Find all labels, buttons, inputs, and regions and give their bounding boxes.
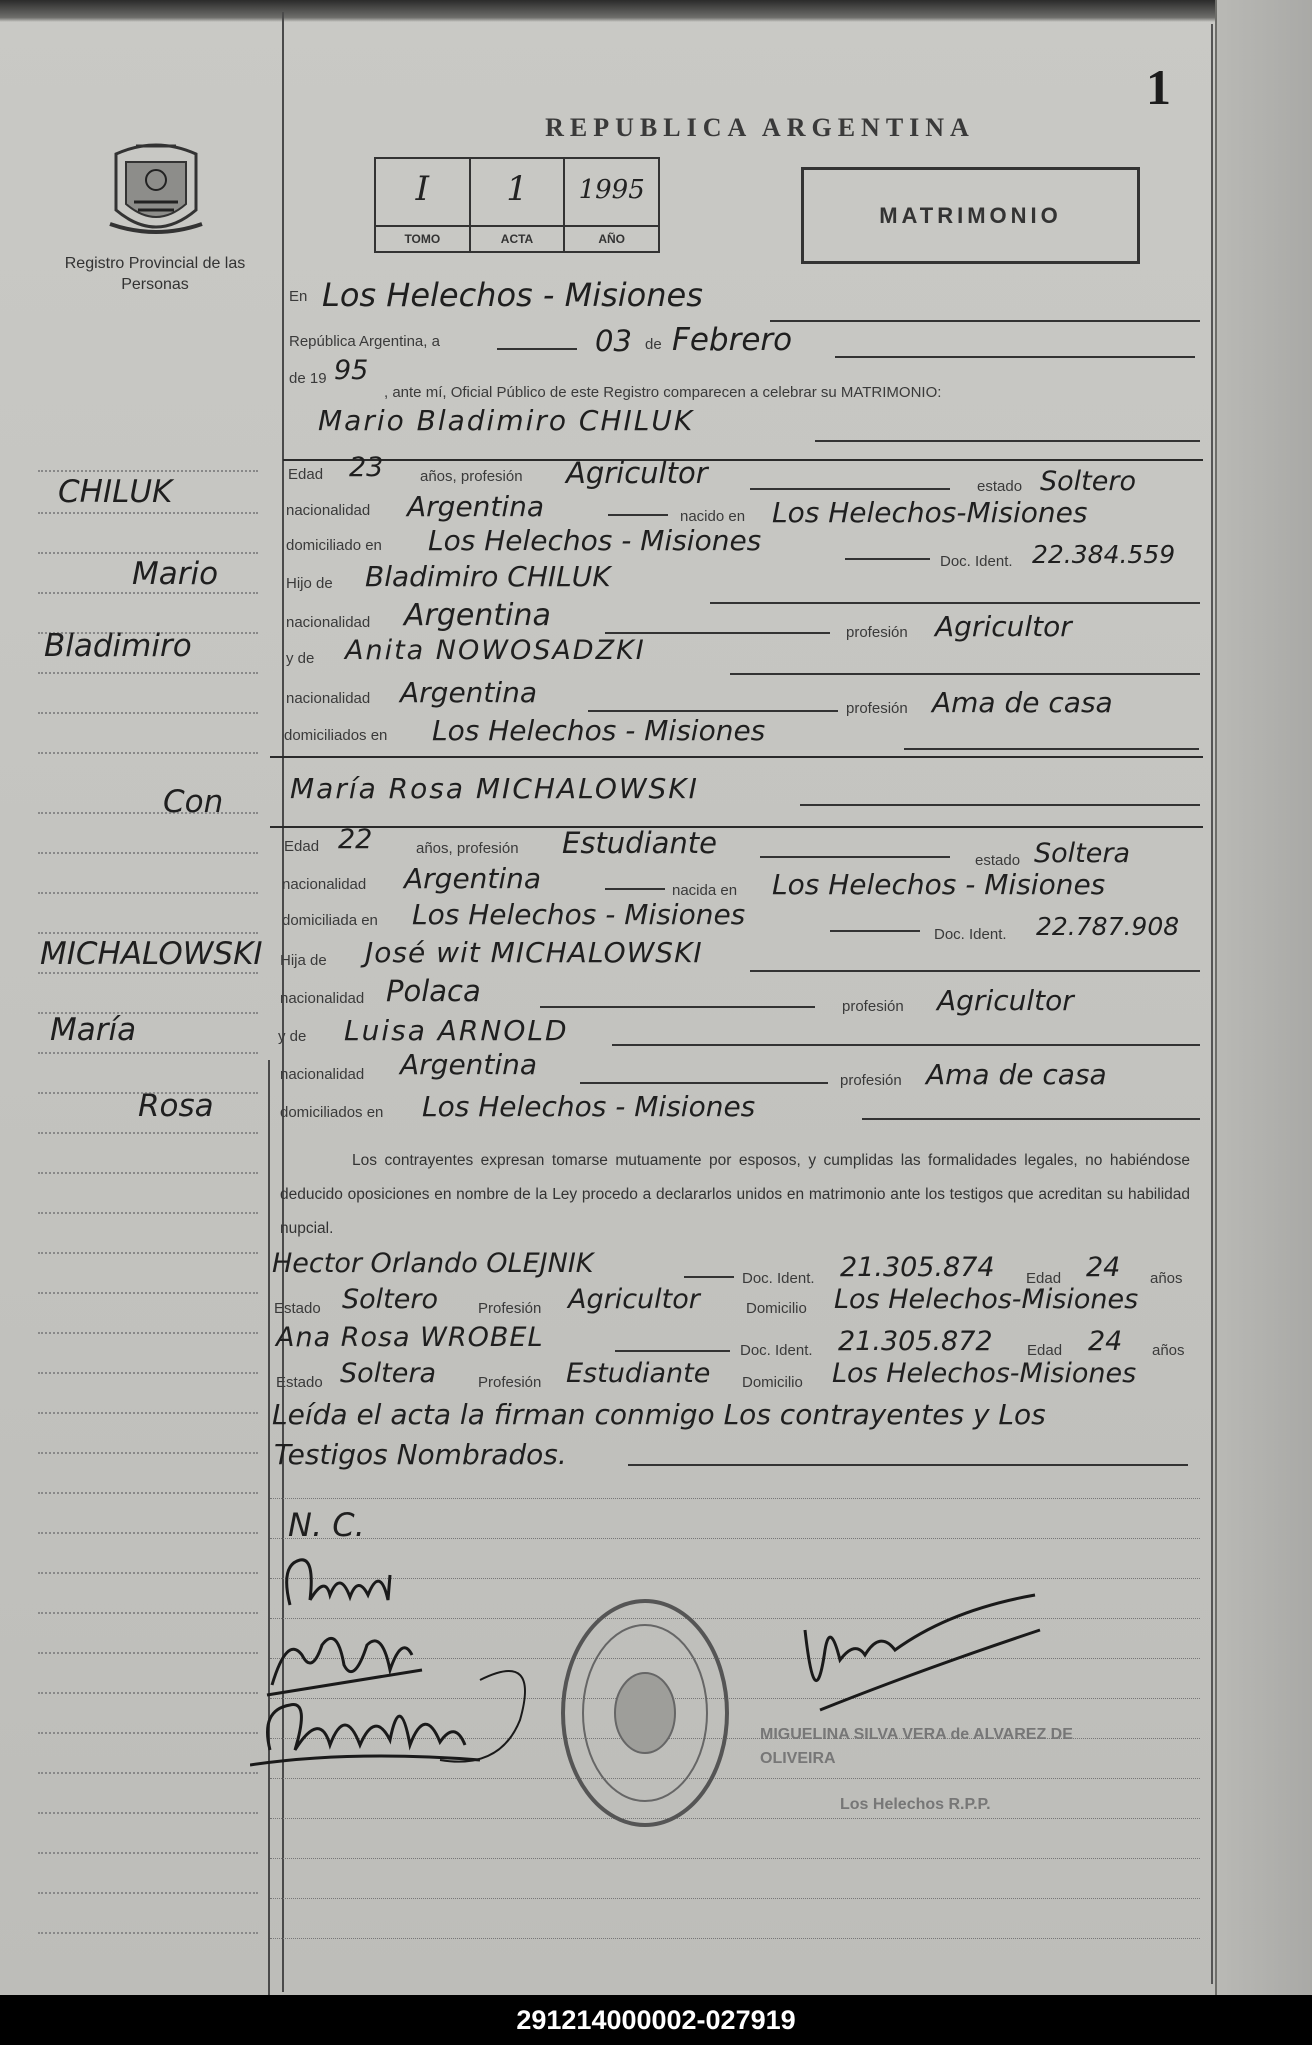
witness2-age: 24 (1088, 1326, 1123, 1357)
witness2-doc-label: Doc. Ident. (740, 1342, 813, 1359)
bride-mother-profession: Ama de casa (926, 1058, 1107, 1091)
margin-dotted-line (38, 812, 258, 814)
margin-groom-second: Bladimiro (44, 628, 192, 664)
margin-dotted-line (38, 892, 258, 894)
bride-doc-label: Doc. Ident. (934, 926, 1007, 943)
groom-estado-label: estado (977, 478, 1023, 495)
signature-witness1 (270, 1545, 430, 1625)
fill-line (710, 602, 1200, 604)
margin-dotted-line (38, 1292, 258, 1294)
bride-edad-label: Edad (284, 838, 320, 855)
margin-dotted-line (38, 1732, 258, 1734)
groom-yde-label: y de (286, 650, 315, 667)
official-seal-stamp (555, 1593, 735, 1833)
witness1-doc-label: Doc. Ident. (742, 1270, 815, 1287)
margin-dotted-line (38, 712, 258, 714)
margin-dotted-line (38, 1132, 258, 1134)
groom-mother-nationality: Argentina (400, 676, 538, 709)
witness1-dom-label: Domicilio (746, 1300, 807, 1317)
groom-father-profession: Agricultor (935, 610, 1072, 643)
bride-mother: Luisa ARNOLD (344, 1014, 569, 1047)
bride-name: María Rosa MICHALOWSKI (290, 772, 699, 805)
margin-dotted-line (38, 1212, 258, 1214)
section-rule (270, 826, 1203, 828)
margin-dotted-line (38, 512, 258, 514)
fill-line (845, 558, 930, 560)
bride-parents-dom-label: domiciliados en (280, 1104, 384, 1121)
witness2-profession: Estudiante (566, 1358, 711, 1389)
margin-groom-first: Mario (132, 556, 219, 592)
bride-father-profession: Agricultor (937, 984, 1074, 1017)
bride-father-nac-label: nacionalidad (280, 990, 365, 1007)
month: Febrero (672, 322, 793, 358)
registro-label: Registro Provincial de las Personas (64, 255, 246, 293)
fill-line (580, 1082, 828, 1084)
fill-line (605, 632, 830, 634)
bride-anos-prof-label: años, profesión (416, 840, 519, 857)
witness2-anos-label: años (1152, 1342, 1185, 1359)
bride-age: 22 (338, 824, 373, 855)
witness1-estado-label: Estado (274, 1300, 321, 1317)
record-type: MATRIMONIO (801, 167, 1140, 264)
witness1-profession: Agricultor (568, 1284, 700, 1315)
section-rule (270, 756, 1203, 758)
groom-father-nationality: Argentina (404, 598, 551, 633)
declaration-text: Los contrayentes expresan tomarse mutuamente por esposos, y cumplidas las formalidades legales, no habiéndose deducido oposiciones en nombre de la Ley procedo a declararlos unidos en matrimonio ante los testigos que acreditan su habilidad nupcial. (280, 1152, 1190, 1237)
margin-rule-lower (268, 1060, 270, 1995)
bride-doc: 22.787.908 (1036, 912, 1180, 941)
witness1-estado: Soltero (342, 1284, 438, 1315)
fill-line (615, 1350, 730, 1352)
bride-mother-nationality: Argentina (400, 1048, 538, 1081)
fill-line (750, 970, 1200, 972)
groom-dom-label: domiciliado en (286, 537, 382, 554)
signature-initials: N. C. (288, 1506, 365, 1544)
right-rule (1211, 24, 1213, 1984)
margin-dotted-line (38, 470, 258, 472)
margin-dotted-line (38, 1412, 258, 1414)
margin-bride-second: Rosa (138, 1088, 214, 1124)
margin-dotted-line (38, 1372, 258, 1374)
fill-line (800, 804, 1200, 806)
dotted-line (270, 1898, 1200, 1899)
margin-dotted-line (38, 1332, 258, 1334)
fill-line (835, 356, 1195, 358)
scan-top-shadow (0, 0, 1312, 22)
tomo-cell (376, 159, 471, 251)
witness2-prof-label: Profesión (478, 1374, 542, 1391)
bride-parents-domicile: Los Helechos - Misiones (422, 1090, 756, 1123)
fill-line (750, 488, 950, 490)
tomo-label: TOMO (376, 225, 469, 251)
margin-bride-surname: MICHALOWSKI (40, 936, 263, 972)
document-id-footer: 291214000002-027919 (0, 1995, 1312, 2045)
groom-anos-prof-label: años, profesión (420, 468, 523, 485)
margin-bride-first: María (50, 1012, 137, 1048)
tomo-value: I (415, 169, 430, 209)
en-label: En (289, 288, 308, 305)
bride-father-prof-label: profesión (842, 998, 904, 1015)
margin-dotted-line (38, 1852, 258, 1854)
bride-domicile: Los Helechos - Misiones (412, 898, 746, 931)
groom-parents-dom-label: domiciliados en (284, 727, 388, 744)
dotted-line (270, 1818, 1200, 1819)
margin-dotted-line (38, 672, 258, 674)
margin-con: Con (163, 784, 224, 820)
groom-hijo-label: Hijo de (286, 575, 333, 592)
groom-nacido-label: nacido en (680, 508, 746, 525)
acta-label: ACTA (471, 225, 564, 251)
closing-line2: Testigos Nombrados. (274, 1438, 567, 1471)
place: Los Helechos - Misiones (322, 276, 703, 314)
witness1-doc: 21.305.874 (840, 1252, 995, 1283)
groom-nac-label: nacionalidad (286, 502, 371, 519)
groom-doc: 22.384.559 (1032, 540, 1176, 569)
groom-parents-domicile: Los Helechos - Misiones (432, 714, 766, 747)
ano-cell (565, 159, 658, 251)
witness2-edad-label: Edad (1027, 1342, 1063, 1359)
groom-name: Mario Bladimiro CHILUK (318, 404, 695, 437)
bride-profession: Estudiante (562, 826, 718, 860)
signature-groom (250, 1650, 550, 1780)
bride-birthplace: Los Helechos - Misiones (772, 868, 1106, 901)
fill-line (608, 514, 668, 516)
groom-edad-label: Edad (288, 466, 324, 483)
groom-mother-nac-label: nacionalidad (286, 690, 371, 707)
witness1-anos-label: años (1150, 1270, 1183, 1287)
year-prefix: de 19 (289, 370, 327, 387)
bride-mother-nac-label: nacionalidad (280, 1066, 365, 1083)
margin-dotted-line (38, 1452, 258, 1454)
bride-dom-label: domiciliada en (282, 912, 378, 929)
margin-dotted-line (38, 552, 258, 554)
margin-dotted-line (38, 592, 258, 594)
witness2-doc: 21.305.872 (838, 1326, 993, 1357)
fill-line (770, 320, 1200, 322)
fill-line (588, 710, 838, 712)
bride-mother-prof-label: profesión (840, 1072, 902, 1089)
groom-mother-prof-label: profesión (846, 700, 908, 717)
fill-line (730, 673, 1200, 675)
ano-label: AÑO (565, 225, 658, 251)
margin-dotted-line (38, 1252, 258, 1254)
margin-dotted-line (38, 1052, 258, 1054)
provincial-emblem-icon (106, 140, 206, 244)
groom-father-nac-label: nacionalidad (286, 614, 371, 631)
margin-dotted-line (38, 1692, 258, 1694)
groom-nationality: Argentina (407, 490, 545, 523)
witness1-edad-label: Edad (1026, 1270, 1062, 1287)
dotted-line (270, 1858, 1200, 1859)
de-label: de (645, 336, 662, 353)
witness1-age: 24 (1086, 1252, 1121, 1283)
acta-cell (471, 159, 566, 251)
witness2-name: Ana Rosa WROBEL (276, 1322, 544, 1353)
ano-value: 1995 (578, 175, 645, 205)
margin-groom-surname: CHILUK (58, 474, 173, 510)
margin-dotted-line (38, 1572, 258, 1574)
witness2-estado-label: Estado (276, 1374, 323, 1391)
fill-line (760, 856, 950, 858)
witness1-prof-label: Profesión (478, 1300, 542, 1317)
fill-line (904, 748, 1199, 750)
officer-stamp-line1: MIGUELINA SILVA VERA de ALVAREZ DE OLIVEIRA (760, 1726, 1073, 1767)
margin-dotted-line (38, 1892, 258, 1894)
groom-mother-profession: Ama de casa (932, 686, 1113, 719)
page-edge (1215, 0, 1312, 1995)
dotted-line (270, 1938, 1200, 1939)
groom-age: 23 (349, 452, 384, 483)
margin-dotted-line (38, 852, 258, 854)
record-number-box (374, 157, 660, 253)
groom-domicile: Los Helechos - Misiones (428, 524, 762, 557)
witness2-domicile: Los Helechos-Misiones (832, 1358, 1137, 1389)
margin-dotted-line (38, 752, 258, 754)
margin-dotted-line (38, 1932, 258, 1934)
bride-estado: Soltera (1034, 838, 1131, 869)
bride-nac-label: nacionalidad (282, 876, 367, 893)
dotted-line (270, 1538, 1200, 1539)
signature-officer (800, 1590, 1050, 1720)
fill-line (612, 1044, 1200, 1046)
groom-estado: Soltero (1040, 466, 1136, 497)
witness1-name: Hector Orlando OLEJNIK (272, 1248, 594, 1279)
year-suffix: 95 (334, 355, 369, 386)
groom-father-prof-label: profesión (846, 624, 908, 641)
officer-stamp-line2: Los Helechos R.P.P. (840, 1796, 991, 1813)
fill-line (628, 1464, 1188, 1466)
bride-estado-label: estado (975, 852, 1021, 869)
margin-dotted-line (38, 1532, 258, 1534)
margin-dotted-line (38, 1772, 258, 1774)
republica-label: República Argentina, a (289, 333, 440, 350)
fill-line (540, 1006, 815, 1008)
margin-dotted-line (38, 1812, 258, 1814)
margin-dotted-line (38, 972, 258, 974)
fill-line (497, 348, 577, 350)
page-number: 1 (1146, 59, 1171, 115)
fill-line (830, 930, 920, 932)
witness2-estado: Soltera (340, 1358, 437, 1389)
bride-father: José wit MICHALOWSKI (365, 936, 703, 969)
closing-line1: Leída el acta la firman conmigo Los contrayentes y Los (272, 1398, 1046, 1431)
groom-birthplace: Los Helechos-Misiones (772, 496, 1088, 529)
fill-line (684, 1276, 734, 1278)
bride-nacida-label: nacida en (672, 882, 738, 899)
day: 03 (595, 324, 632, 358)
acta-value: 1 (506, 169, 528, 209)
margin-dotted-line (38, 932, 258, 934)
bride-nationality: Argentina (404, 862, 542, 895)
republica-heading: REPUBLICA ARGENTINA (545, 113, 975, 142)
groom-doc-label: Doc. Ident. (940, 553, 1013, 570)
fill-line (605, 888, 665, 890)
margin-dotted-line (38, 1652, 258, 1654)
bride-yde-label: y de (278, 1028, 307, 1045)
margin-dotted-line (38, 1172, 258, 1174)
fill-line (862, 1118, 1200, 1120)
dotted-line (270, 1498, 1200, 1499)
ante-text: , ante mí, Oficial Público de este Registro comparecen a celebrar su MATRIMONIO: (384, 384, 942, 401)
officer-stamp-text (760, 1723, 1090, 1817)
bride-father-nationality: Polaca (386, 974, 481, 1008)
section-rule (283, 459, 1203, 461)
groom-mother: Anita NOWOSADZKI (345, 635, 646, 666)
groom-father: Bladimiro CHILUK (365, 560, 611, 593)
fill-line (815, 440, 1200, 442)
bride-hija-label: Hija de (280, 952, 327, 969)
witness2-dom-label: Domicilio (742, 1374, 803, 1391)
witness1-domicile: Los Helechos-Misiones (834, 1284, 1139, 1315)
margin-dotted-line (38, 1612, 258, 1614)
groom-profession: Agricultor (566, 456, 708, 490)
margin-dotted-line (38, 1492, 258, 1494)
